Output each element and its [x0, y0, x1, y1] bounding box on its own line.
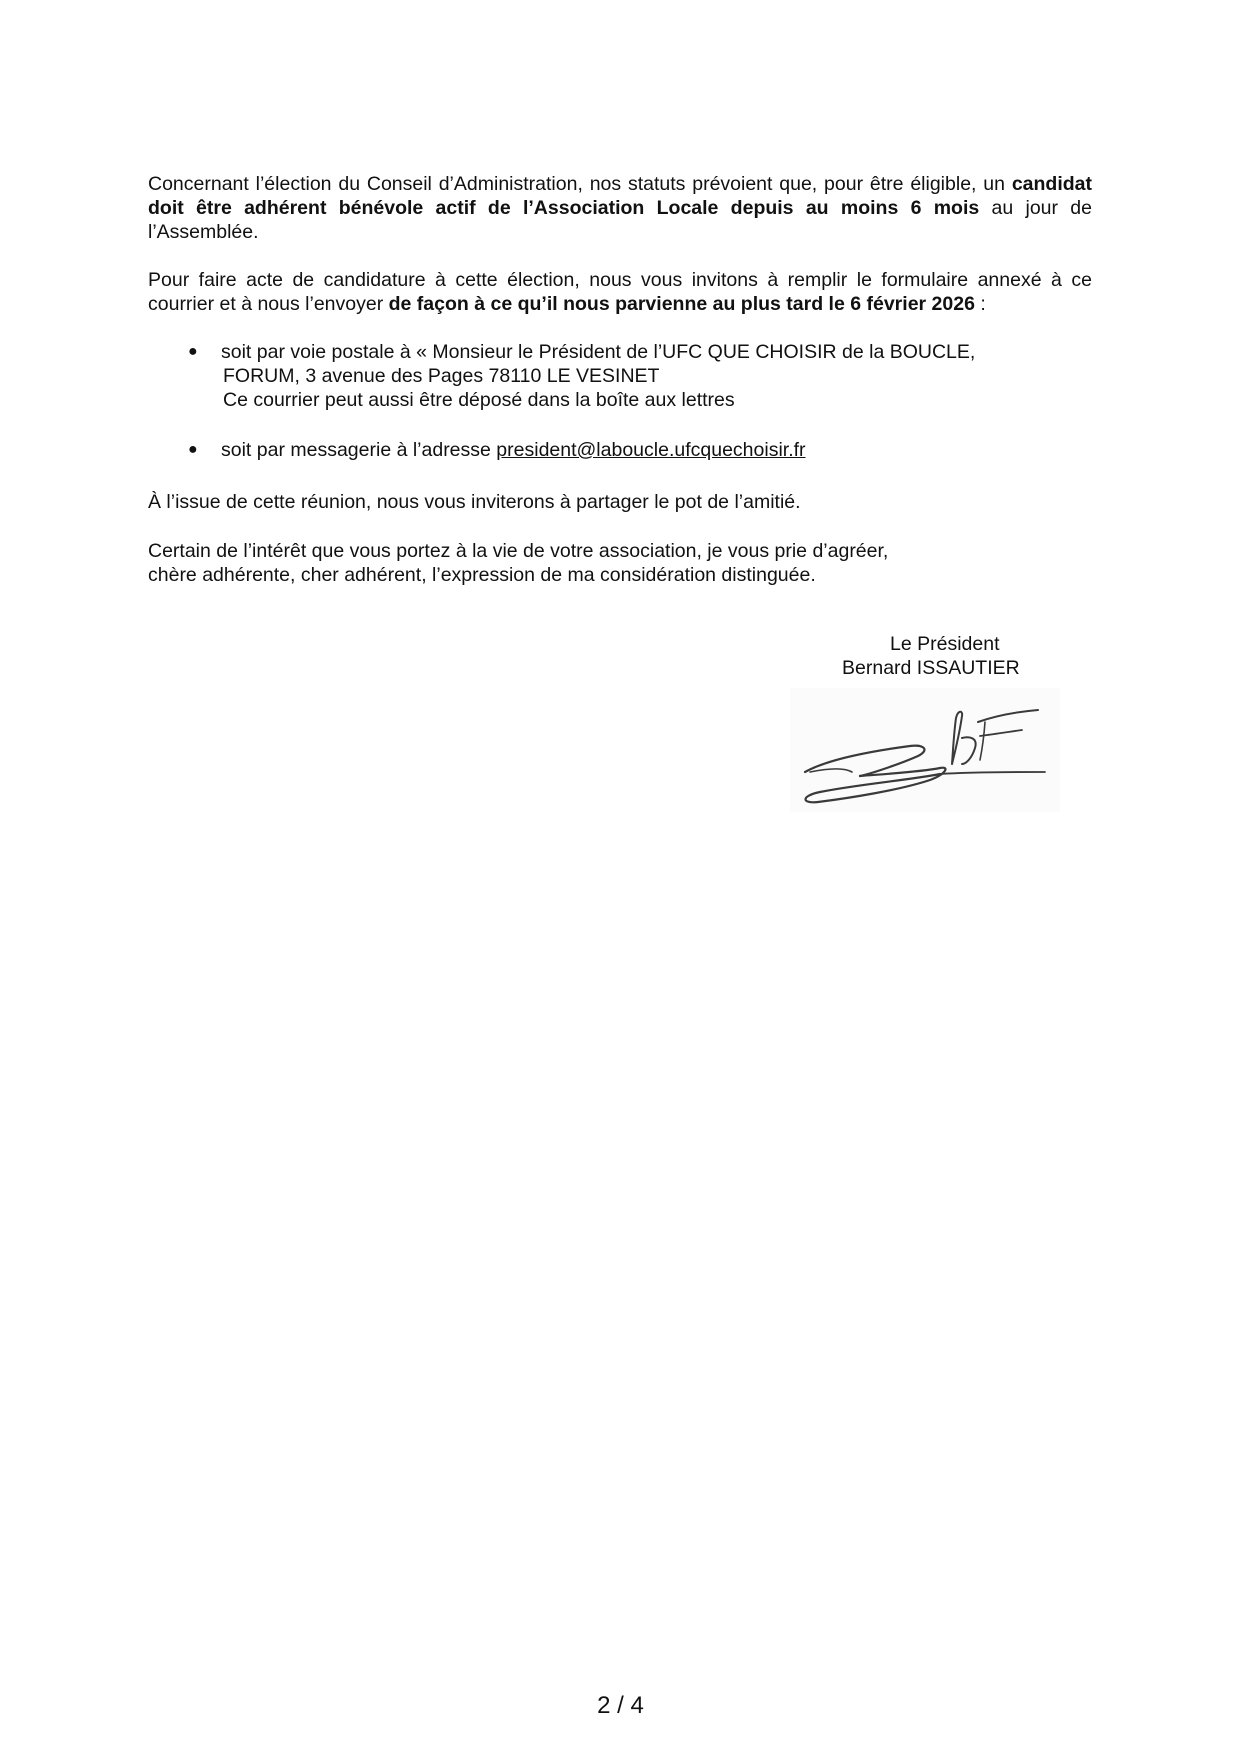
closing-line-1: Certain de l’intérêt que vous portez à la vie de votre association, je vous prie d’agréer, — [148, 540, 889, 562]
closing-line-2: chère adhérente, cher adhérent, l’expression de ma considération distinguée. — [148, 564, 816, 586]
eligibility-condition: candidat doit être adhérent bénévole actif de l’Association Locale depuis au moins 6 mois — [148, 173, 1092, 219]
candidacy-paragraph — [148, 268, 1092, 316]
bullet-icon: ● — [188, 441, 198, 458]
eligibility-text-end: au jour de l’Assemblée. — [148, 197, 1092, 243]
closing-paragraph — [148, 539, 1092, 587]
submission-methods-list — [148, 340, 1092, 462]
candidacy-text-start: Pour faire acte de candidature à cette élection, nous vous invitons à remplir le formulaire annexé à ce courrier et à nous l’envoyer — [148, 269, 1092, 315]
postal-line-3: Ce courrier peut aussi être déposé dans la boîte aux lettres — [223, 389, 735, 411]
reception-paragraph: À l’issue de cette réunion, nous vous inviterons à partager le pot de l’amitié. — [148, 491, 801, 513]
postal-method-item — [148, 340, 1092, 412]
eligibility-text-start: Concernant l’élection du Conseil d’Administration, nos statuts prévoient que, pour être éligible, un — [148, 173, 1012, 195]
signatory-title: Le Président — [890, 633, 1000, 655]
postal-line-1: soit par voie postale à « Monsieur le Président de l’UFC QUE CHOISIR de la BOUCLE, — [221, 341, 976, 363]
signature-block — [820, 632, 1060, 680]
eligibility-paragraph — [148, 172, 1092, 244]
signatory-name: Bernard ISSAUTIER — [842, 657, 1020, 679]
page-number: 2 / 4 — [597, 1692, 644, 1719]
handwritten-signature — [790, 688, 1060, 812]
email-method-text: soit par messagerie à l’adresse — [221, 439, 497, 461]
candidacy-text-end: : — [974, 293, 986, 315]
bullet-icon: ● — [188, 343, 198, 360]
candidacy-deadline: de façon à ce qu’il nous parvienne au plus tard le 6 février 2026 — [388, 293, 975, 315]
email-method-item — [148, 438, 1092, 462]
postal-line-2: FORUM, 3 avenue des Pages 78110 LE VESINET — [223, 365, 660, 387]
email-link[interactable]: president@laboucle.ufcquechoisir.fr — [496, 439, 806, 461]
